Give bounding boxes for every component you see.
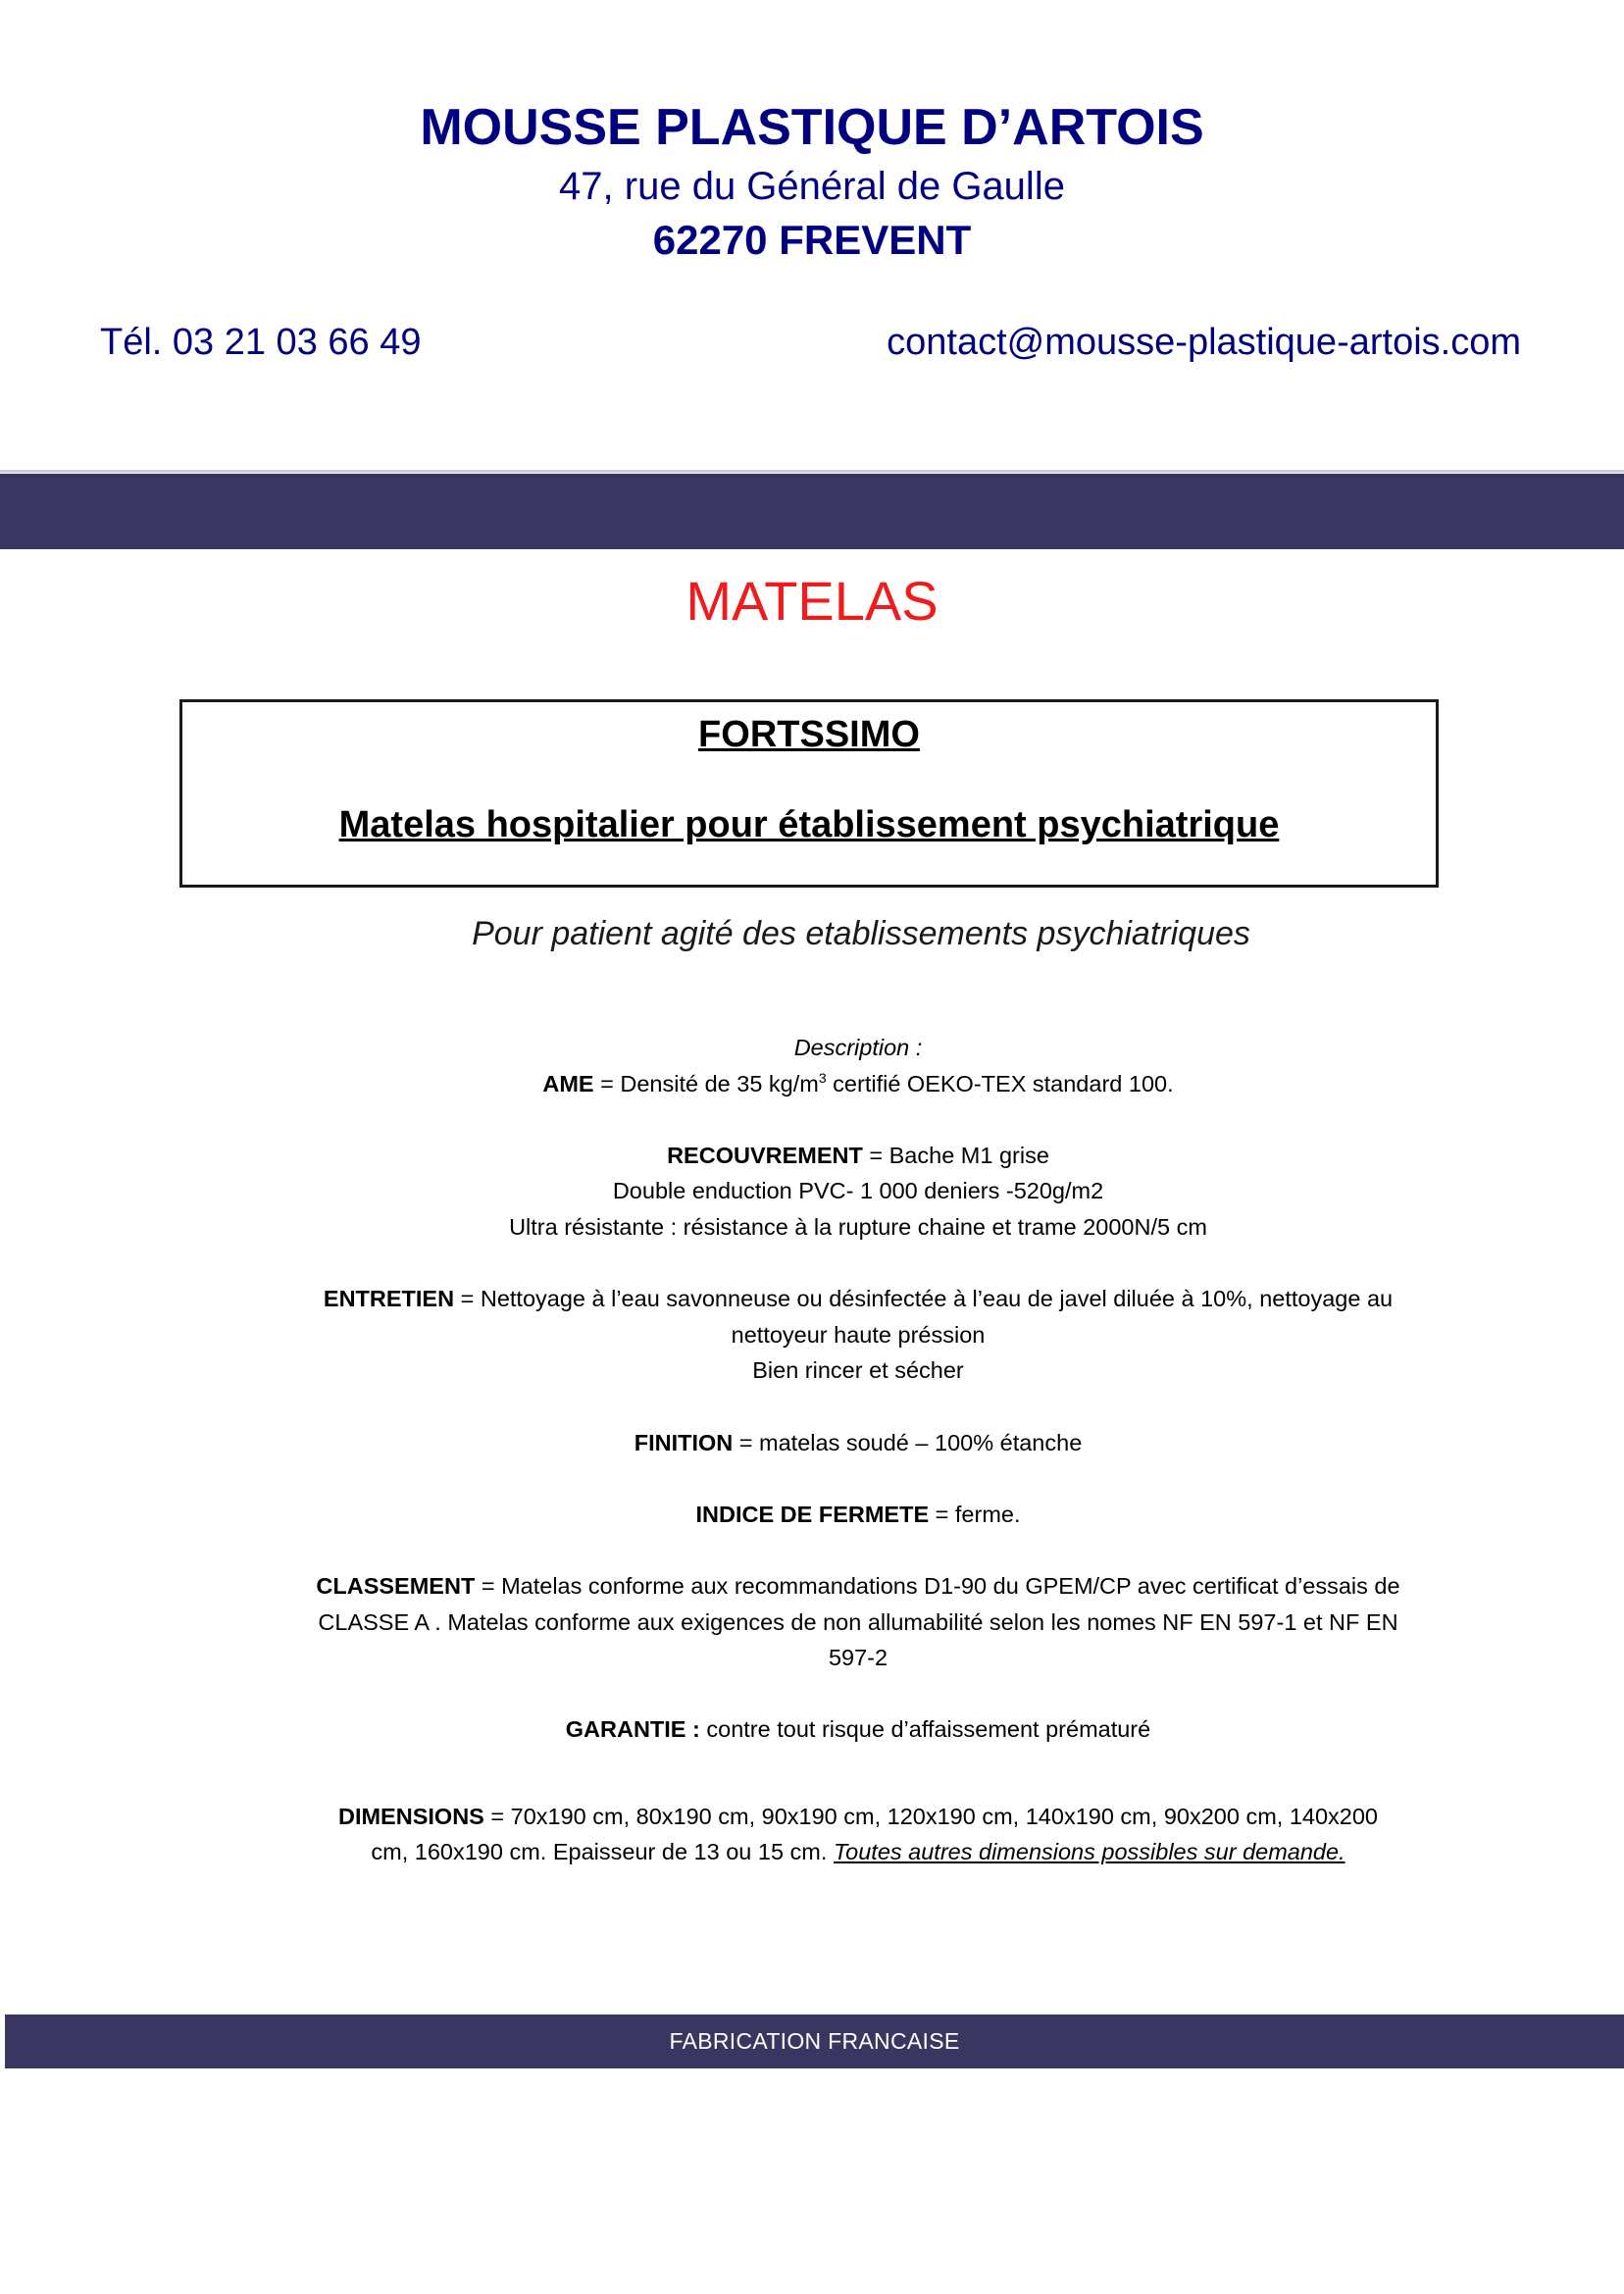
spec-entretien: ENTRETIEN = Nettoyage à l’eau savonneuse ou désinfectée à l’eau de javel diluée à 10%, nettoyage au — [323, 1286, 1394, 1312]
product-subtitle: Matelas hospitalier pour établissement psychiatrique — [338, 804, 1280, 845]
spec-entretien-line2: nettoyeur haute préssion — [731, 1321, 986, 1348]
section-title: MATELAS — [685, 570, 939, 632]
spec-entretien-line3: Bien rincer et sécher — [752, 1357, 964, 1384]
product-description — [226, 1030, 1491, 1870]
dimensions-note: Toutes autres dimensions possibles sur demande. — [833, 1839, 1345, 1865]
company-phone: Tél. 03 21 03 66 49 — [100, 322, 422, 363]
footer-text: FABRICATION FRANCAISE — [669, 2028, 960, 2054]
spec-dimensions: DIMENSIONS = 70x190 cm, 80x190 cm, 90x190 cm, 120x190 cm, 140x190 cm, 90x200 cm, 140x200 — [337, 1803, 1378, 1829]
spec-finition: FINITION = matelas soudé – 100% étanche — [634, 1429, 1083, 1455]
header-divider-line — [0, 470, 1624, 473]
header-band — [0, 474, 1624, 549]
description-heading: Description : — [793, 1035, 923, 1060]
spec-classement: CLASSEMENT = Matelas conforme aux recommandations D1-90 du GPEM/CP avec certificat d’essais de — [316, 1572, 1400, 1599]
company-email: contact@mousse-plastique-artois.com — [887, 322, 1521, 363]
spec-fermete: INDICE DE FERMETE = ferme. — [695, 1501, 1021, 1527]
company-name: MOUSSE PLASTIQUE D’ARTOIS — [420, 99, 1204, 156]
product-title-box — [179, 699, 1439, 888]
spec-garantie: GARANTIE : contre tout risque d’affaissement prématuré — [565, 1716, 1151, 1743]
spec-classement-line3: 597-2 — [828, 1645, 888, 1671]
spec-classement-line2: CLASSE A . Matelas conforme aux exigences de non allumabilité selon les nomes NF EN 597-1 et NF EN — [318, 1608, 1398, 1635]
spec-recouvrement: RECOUVREMENT = Bache M1 grise — [667, 1142, 1049, 1168]
spec-recouvrement-line3: Ultra résistante : résistance à la rupture chaine et trame 2000N/5 cm — [509, 1213, 1207, 1240]
company-city: 62270 FREVENT — [652, 217, 972, 263]
company-street: 47, rue du Général de Gaulle — [559, 165, 1065, 208]
spec-dimensions-line2: cm, 160x190 cm. Epaisseur de 13 ou 15 cm. Toutes autres dimensions possibles sur demande. — [371, 1839, 1345, 1865]
spec-recouvrement-line2: Double enduction PVC- 1 000 deniers -520g/m2 — [612, 1178, 1104, 1204]
spec-ame: AME = Densité de 35 $kg/m^3$ certifié OEKO-TEX standard 100. — [542, 1069, 1174, 1096]
product-name: FORTSSIMO — [698, 714, 920, 755]
product-tagline: Pour patient agité des etablissements psychiatriques — [472, 915, 1250, 952]
